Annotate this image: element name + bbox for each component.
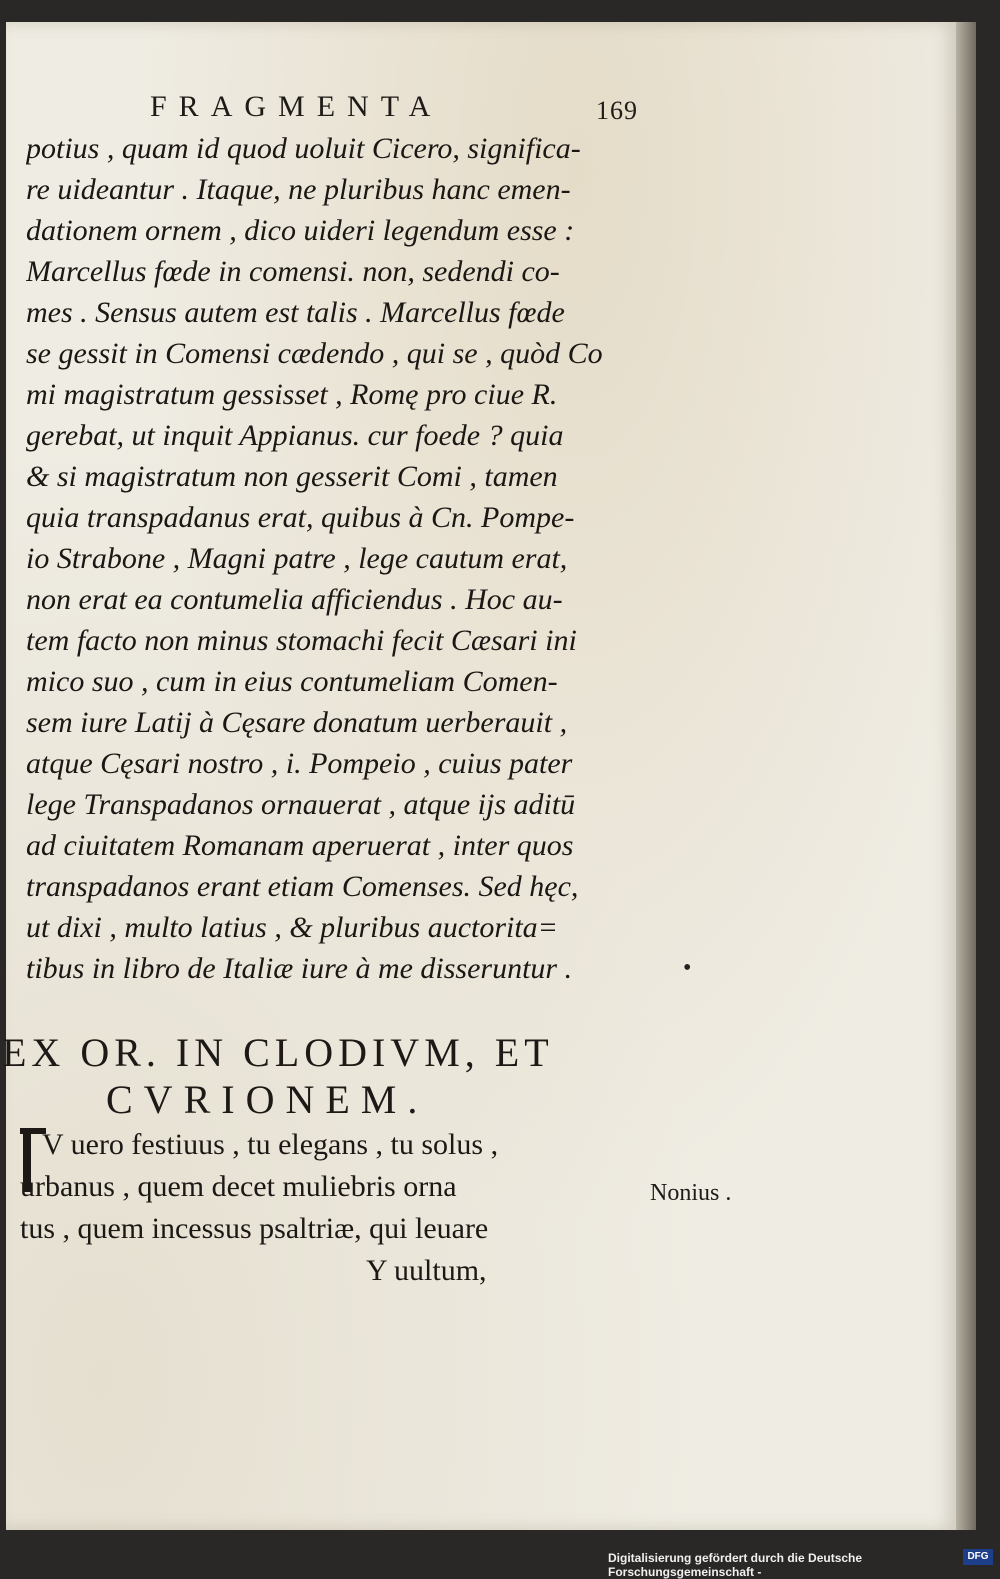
book-gutter	[956, 22, 976, 1530]
text-line: V uero festiuus , tu elegans , tu solus ,	[42, 1128, 499, 1161]
text-line: tem facto non minus stomachi fecit Cæsari ini	[26, 624, 577, 657]
dfg-logo: DFG	[963, 1549, 993, 1565]
text-line: lege Transpadanos ornauerat , atque ijs aditū	[26, 788, 576, 821]
text-line: mico suo , cum in eius contumeliam Comen-	[26, 665, 558, 698]
text-line: atque Cęsari nostro , i. Pompeio , cuius pater	[26, 747, 573, 780]
marginal-note: Nonius .	[650, 1180, 732, 1206]
text-line: tibus in libro de Italiæ iure à me disseruntur .	[26, 952, 573, 985]
text-line: urbanus , quem decet muliebris orna	[20, 1170, 457, 1203]
running-header	[150, 90, 650, 130]
text-line: Marcellus fœde in comensi. non, sedendi co-	[26, 255, 560, 288]
text-line: potius , quam id quod uoluit Cicero, significa-	[26, 132, 581, 165]
section-heading-line-1: EX OR. IN CLODIVM, ET	[2, 1030, 554, 1075]
catchword-line: Y uultum,	[366, 1254, 487, 1287]
page-number: 169	[596, 96, 638, 125]
text-line: ad ciuitatem Romanam aperuerat , inter quos	[26, 829, 574, 862]
text-line: non erat ea contumelia afficiendus . Hoc au-	[26, 583, 563, 616]
text-line: mi magistratum gessisset , Romę pro ciue R.	[26, 378, 558, 411]
running-title: FRAGMENTA	[150, 90, 443, 123]
text-line: quia transpadanus erat, quibus à Cn. Pompe-	[26, 501, 575, 534]
text-line: ut dixi , multo latius , & pluribus auctorita=	[26, 911, 558, 944]
text-line: mes . Sensus autem est talis . Marcellus fœde	[26, 296, 565, 329]
text-line: io Strabone , Magni patre , lege cautum erat,	[26, 542, 568, 575]
text-line: se gessit in Comensi cædendo , qui se , quòd Co	[26, 337, 603, 370]
text-line: re uideantur . Itaque, ne pluribus hanc emen-	[26, 173, 571, 206]
text-line: gerebat, ut inquit Appianus. cur foede ? quia	[26, 419, 564, 452]
text-line: transpadanos erant etiam Comenses. Sed hęc,	[26, 870, 579, 903]
text-line: sem iure Latij à Cęsare donatum uerberauit ,	[26, 706, 568, 739]
margin-mark: •	[683, 955, 692, 981]
section-heading-line-2: CVRIONEM.	[106, 1077, 429, 1122]
text-line: tus , quem incessus psaltriæ, qui leuare	[20, 1212, 489, 1245]
text-line: dationem ornem , dico uideri legendum esse :	[26, 214, 575, 247]
fragment-text-block	[26, 128, 646, 989]
digitization-credit: Digitalisierung gefördert durch die Deutsche Forschungsgemeinschaft -	[608, 1551, 863, 1579]
text-line: & si magistratum non gesserit Comi , tamen	[26, 460, 558, 493]
